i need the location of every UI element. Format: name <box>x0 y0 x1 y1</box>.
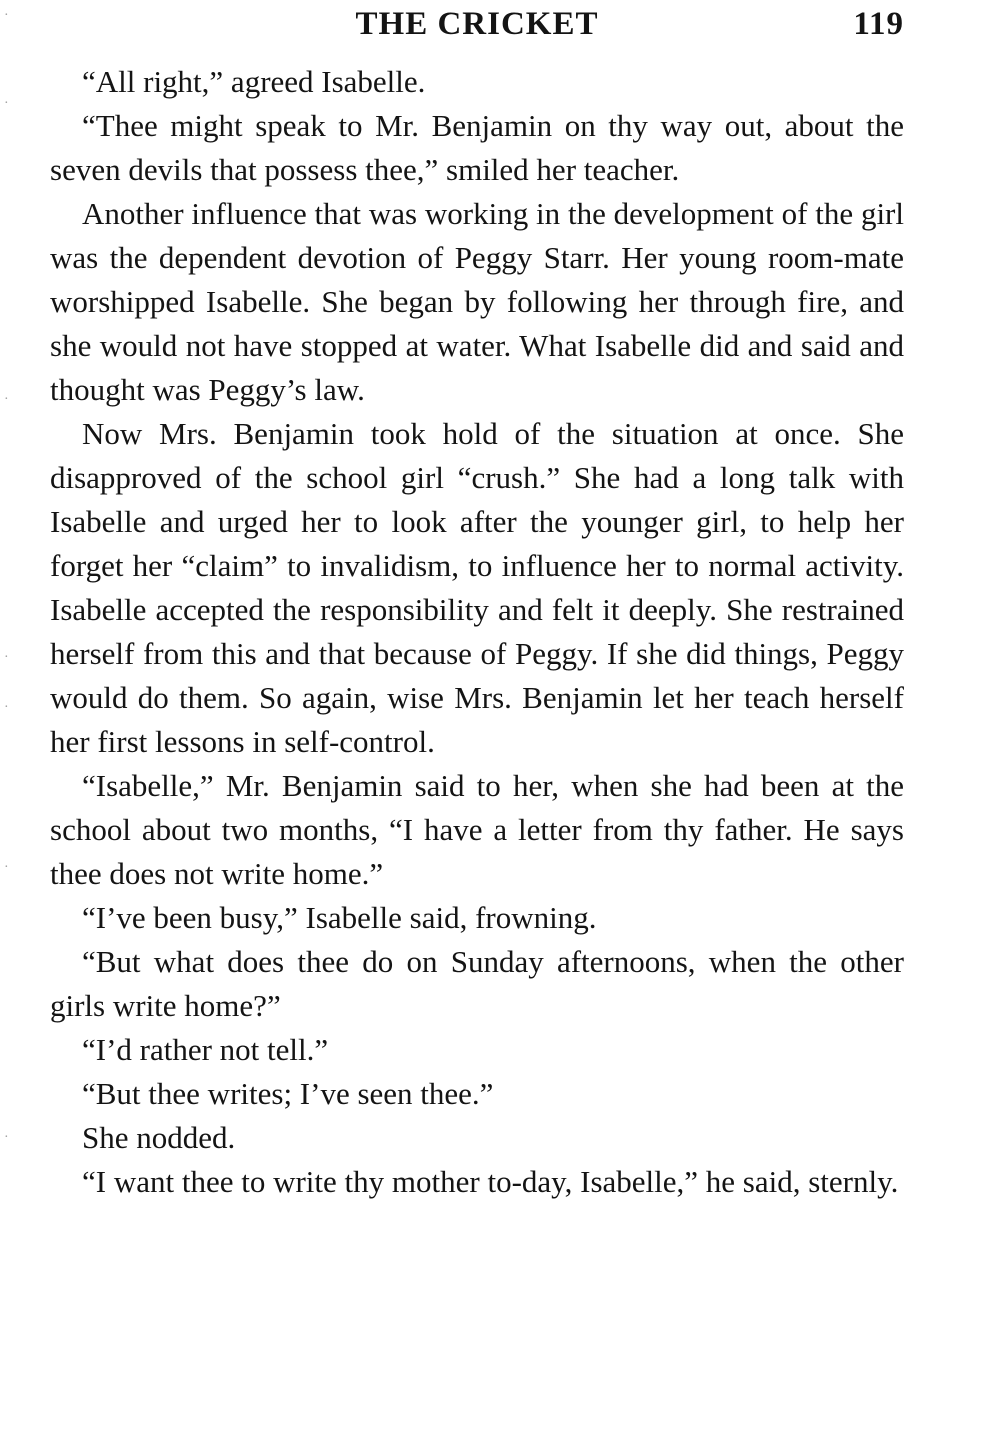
paragraph: “I’ve been busy,” Isabelle said, frowning. <box>82 900 597 935</box>
paragraph: “But what does thee do on Sunday afternoons, when the other girls write home?” <box>50 944 904 1023</box>
paragraph: “All right,” agreed Isabelle. <box>82 64 426 99</box>
paragraph: “Thee might speak to Mr. Benjamin on thy way out, about the seven devils that possess thee,” smiled her teacher. <box>50 108 904 187</box>
paragraph: “Isabelle,” Mr. Benjamin said to her, when she had been at the school about two months, “I have a letter from thy father. He says thee does not write home.” <box>50 768 904 891</box>
scan-margin-specks: · · · · · · · <box>4 8 9 1145</box>
running-header <box>50 2 904 46</box>
paragraph: “I want thee to write thy mother to-day, Isabelle,” he said, sternly. <box>82 1164 899 1199</box>
paragraph: “But thee writes; I’ve seen thee.” <box>82 1076 494 1111</box>
body-text <box>50 60 904 1204</box>
paragraph: She nodded. <box>82 1120 236 1155</box>
paragraph: Now Mrs. Benjamin took hold of the situation at once. She disapproved of the school girl “crush.” She had a long talk with Isabelle and urged her to look after the younger girl, to help her forget her “claim” to invalidism, to influence her to normal activity. Isabelle accepted the responsibility and felt it deeply. She restrained herself from this and that because of Peggy. If she did things, Peggy would do them. So again, wise Mrs. Benjamin let her teach herself her first lessons in self-control. <box>50 416 904 759</box>
running-title: THE CRICKET <box>355 6 599 42</box>
paragraph: “I’d rather not tell.” <box>82 1032 329 1067</box>
page-number: 119 <box>853 6 904 42</box>
paragraph: Another influence that was working in the development of the girl was the dependent devotion of Peggy Starr. Her young room-mate worshipped Isabelle. She began by following her through fire, and she would not have stopped at water. What Isabelle did and said and thought was Peggy’s law. <box>50 196 904 407</box>
